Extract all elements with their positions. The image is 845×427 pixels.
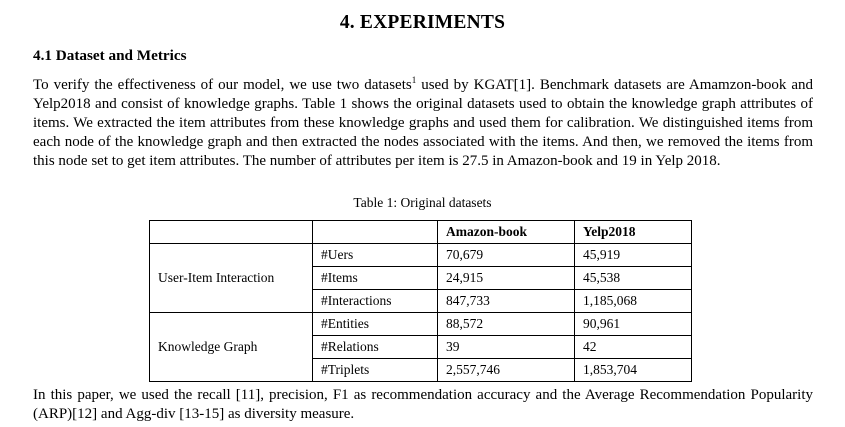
amazon-value-cell: 88,572 — [438, 313, 575, 336]
table-caption: Table 1: Original datasets — [353, 195, 492, 210]
metric-cell: #Uers — [313, 244, 438, 267]
group-label-knowledge-graph: Knowledge Graph — [150, 336, 313, 359]
subsection-title: 4.1 Dataset and Metrics — [33, 47, 187, 64]
amazon-value-cell: 39 — [438, 336, 575, 359]
paragraph-datasets-text-post: used by KGAT[1]. Benchmark datasets are Amamzon-book and Yelp2018 and consist of knowledge graphs. Table 1 shows the original datasets used to obtain the knowledge graph attributes of items. We extracted the item attributes from these knowledge graphs and used them for calibration. We distinguished items from each node of the knowledge graph and then extracted the nodes associated with the items. And then, we removed the items from this node set to get item attributes. The number of attributes per item is 27.5 in Amazon-book and 19 in Yelp 2018. — [33, 77, 813, 169]
yelp-value-cell: 1,853,704 — [575, 359, 692, 382]
metric-cell: #Entities — [313, 313, 438, 336]
table-header-row — [150, 221, 692, 244]
metric-cell: #Triplets — [313, 359, 438, 382]
amazon-value-cell: 70,679 — [438, 244, 575, 267]
yelp-value-cell: 45,919 — [575, 244, 692, 267]
group-cell-spacer — [150, 359, 313, 382]
group-cell-spacer — [150, 313, 313, 336]
table-row — [150, 313, 692, 336]
group-cell-spacer — [150, 290, 313, 313]
table-row — [150, 267, 692, 290]
metric-cell: #Relations — [313, 336, 438, 359]
paragraph-datasets-text-pre: To verify the effectiveness of our model, we use two datasets — [33, 77, 412, 93]
amazon-value-cell: 847,733 — [438, 290, 575, 313]
footnote-marker: 1 — [411, 75, 417, 85]
yelp-value-cell: 90,961 — [575, 313, 692, 336]
metric-cell: #Interactions — [313, 290, 438, 313]
table-row — [150, 290, 692, 313]
yelp-value-cell: 45,538 — [575, 267, 692, 290]
header-cell-amazon: Amazon-book — [438, 221, 575, 244]
header-cell-empty-2 — [313, 221, 438, 244]
header-cell-empty-1 — [150, 221, 313, 244]
amazon-value-cell: 24,915 — [438, 267, 575, 290]
datasets-table — [149, 220, 692, 382]
table-row — [150, 359, 692, 382]
paragraph-datasets — [33, 76, 813, 171]
table-row — [150, 244, 692, 267]
table-row — [150, 336, 692, 359]
paragraph-metrics: In this paper, we used the recall [11], precision, F1 as recommendation accuracy and the Average Recommendation Popularity (ARP)[12] and Agg-div [13-15] as diversity measure. — [33, 387, 813, 422]
group-cell-spacer — [150, 244, 313, 267]
section-title: 4. EXPERIMENTS — [339, 12, 506, 33]
yelp-value-cell: 42 — [575, 336, 692, 359]
header-cell-yelp: Yelp2018 — [575, 221, 692, 244]
amazon-value-cell: 2,557,746 — [438, 359, 575, 382]
metric-cell: #Items — [313, 267, 438, 290]
yelp-value-cell: 1,185,068 — [575, 290, 692, 313]
group-label-user-item: User-Item Interaction — [150, 267, 313, 290]
